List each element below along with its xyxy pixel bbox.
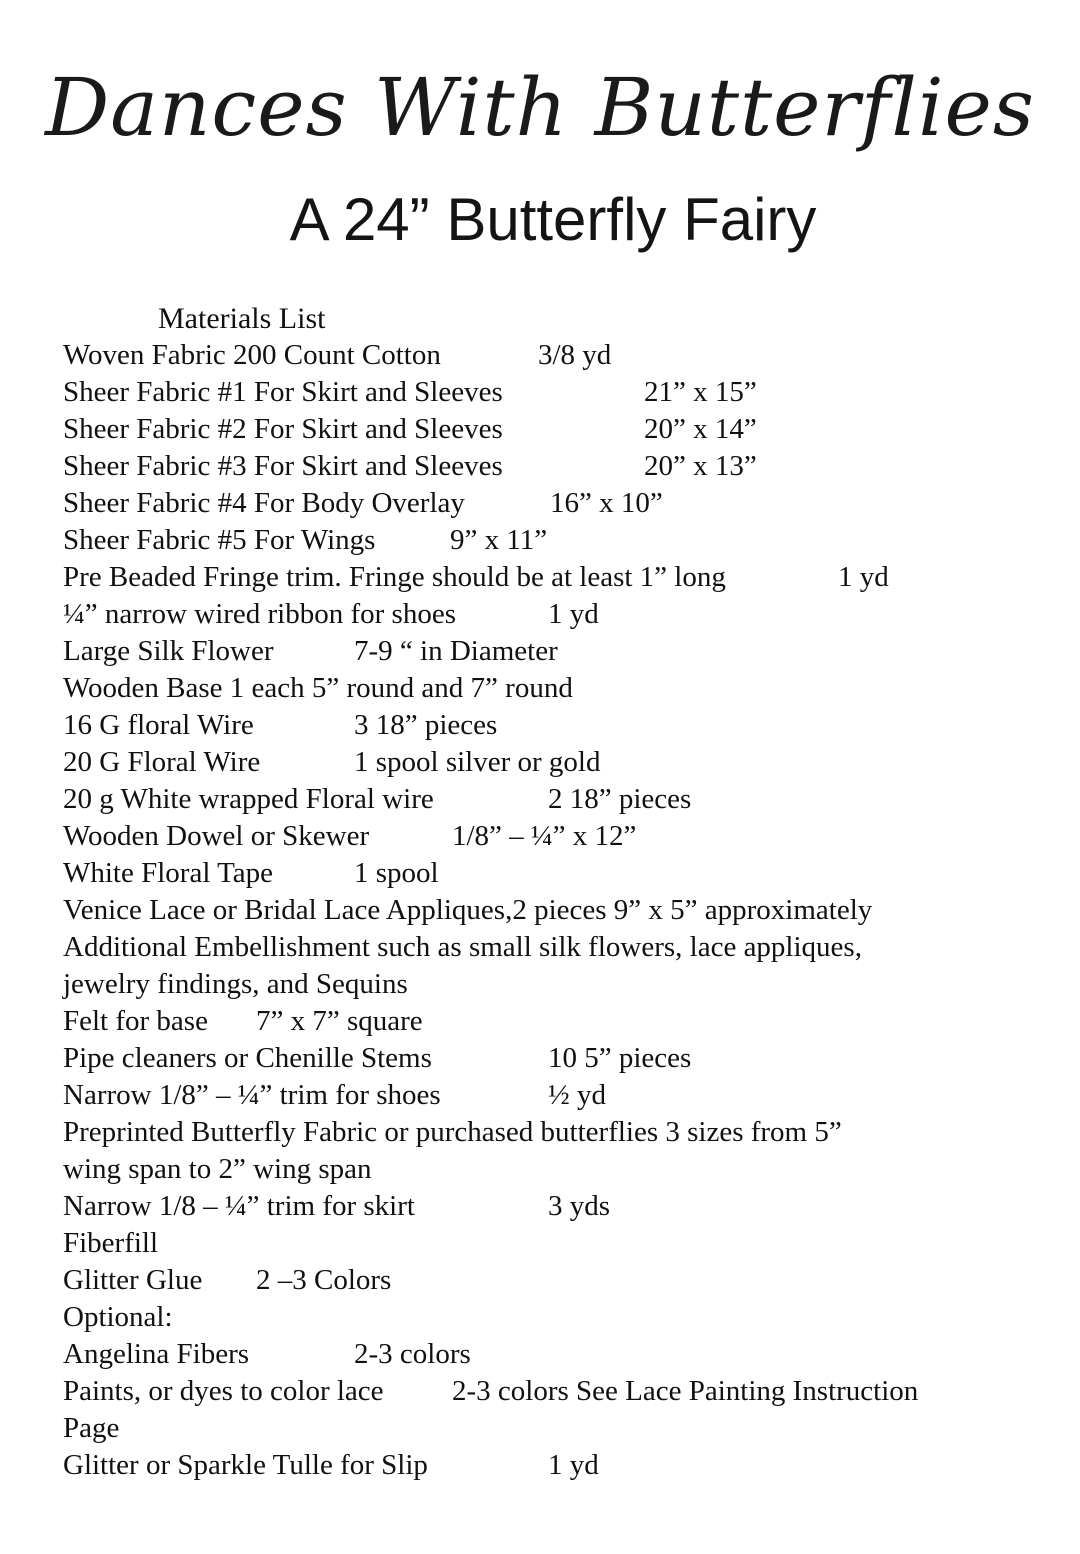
material-line <box>63 337 1043 374</box>
material-item: Large Silk Flower <box>63 635 274 667</box>
material-item: Woven Fabric 200 Count Cotton <box>63 339 441 371</box>
material-line <box>63 485 1043 522</box>
material-line <box>63 1299 1043 1336</box>
material-line <box>63 1262 1043 1299</box>
material-line <box>63 1225 1043 1262</box>
material-item: Fiberfill <box>63 1227 159 1259</box>
material-line <box>63 1003 1043 1040</box>
material-line <box>63 374 1043 411</box>
material-line <box>63 1114 1043 1151</box>
material-item: White Floral Tape <box>63 857 274 889</box>
material-line <box>63 1151 1043 1188</box>
material-line <box>63 1077 1043 1114</box>
material-item: Sheer Fabric #4 For Body Overlay <box>63 487 465 519</box>
material-amount: 9” x 11” <box>450 524 548 556</box>
material-line <box>63 670 1043 707</box>
material-line <box>63 855 1043 892</box>
material-line <box>63 411 1043 448</box>
material-amount: 1/8” – ¼” x 12” <box>452 820 637 852</box>
material-amount: 3 18” pieces <box>354 709 498 741</box>
material-item: Additional Embellishment such as small silk flowers, lace appliques, <box>63 931 862 963</box>
material-line <box>63 892 1043 929</box>
material-amount: 2-3 colors <box>354 1338 471 1370</box>
material-amount: 7-9 “ in Diameter <box>354 635 558 667</box>
material-item: wing span to 2” wing span <box>63 1153 372 1185</box>
material-item: 16 G floral Wire <box>63 709 254 741</box>
material-item: Sheer Fabric #2 For Skirt and Sleeves <box>63 413 503 445</box>
material-item: Pre Beaded Fringe trim. Fringe should be at least 1” long <box>63 561 726 593</box>
material-item: ¼” narrow wired ribbon for shoes <box>63 598 457 630</box>
material-amount: ½ yd <box>548 1079 606 1111</box>
material-amount: 1 spool silver or gold <box>354 746 601 778</box>
material-line <box>63 1373 1043 1410</box>
material-amount: 20” x 13” <box>644 450 757 482</box>
material-line <box>63 596 1043 633</box>
material-item: Preprinted Butterfly Fabric or purchased butterflies 3 sizes from 5” <box>63 1116 842 1148</box>
material-line <box>63 707 1043 744</box>
material-amount: 2 18” pieces <box>548 783 692 815</box>
material-line <box>63 448 1043 485</box>
materials-list <box>63 337 1043 1484</box>
material-line <box>63 744 1043 781</box>
material-line <box>63 633 1043 670</box>
material-line <box>63 818 1043 855</box>
material-amount: 1 yd <box>548 1449 599 1481</box>
material-item: Sheer Fabric #3 For Skirt and Sleeves <box>63 450 503 482</box>
material-item: Wooden Base 1 each 5” round and 7” round <box>63 672 573 704</box>
material-amount: 3 yds <box>548 1190 611 1222</box>
material-item: Sheer Fabric #5 For Wings <box>63 524 376 556</box>
page-subtitle: A 24” Butterfly Fairy <box>289 186 817 253</box>
material-amount: 16” x 10” <box>550 487 663 519</box>
material-line <box>63 966 1043 1003</box>
material-amount: 1 yd <box>838 561 889 593</box>
material-item: Page <box>63 1412 120 1444</box>
material-item: Venice Lace or Bridal Lace Appliques,2 pieces 9” x 5” approximately <box>63 894 873 926</box>
material-amount: 1 spool <box>354 857 439 889</box>
material-line <box>63 1447 1043 1484</box>
material-line <box>63 781 1043 818</box>
material-amount: 7” x 7” square <box>256 1005 423 1037</box>
material-line <box>63 522 1043 559</box>
material-item: Angelina Fibers <box>63 1338 250 1370</box>
script-title: Dances With Butterflies <box>45 61 1035 154</box>
material-amount: 20” x 14” <box>644 413 757 445</box>
material-item: Paints, or dyes to color lace <box>63 1375 384 1407</box>
material-amount: 2 –3 Colors <box>256 1264 392 1296</box>
material-line <box>63 1410 1043 1447</box>
material-line <box>63 1188 1043 1225</box>
material-amount: 1 yd <box>548 598 599 630</box>
material-item: Pipe cleaners or Chenille Stems <box>63 1042 432 1074</box>
material-item: Felt for base <box>63 1005 208 1037</box>
material-item: Glitter or Sparkle Tulle for Slip <box>63 1449 428 1481</box>
material-item: Optional: <box>63 1301 173 1333</box>
material-amount: 3/8 yd <box>538 339 612 371</box>
material-item: Sheer Fabric #1 For Skirt and Sleeves <box>63 376 503 408</box>
material-line <box>63 1040 1043 1077</box>
material-line <box>63 929 1043 966</box>
material-item: Narrow 1/8 – ¼” trim for skirt <box>63 1190 415 1222</box>
material-amount: 2-3 colors See Lace Painting Instruction <box>452 1375 919 1407</box>
material-line <box>63 559 1043 596</box>
material-item: 20 g White wrapped Floral wire <box>63 783 434 815</box>
material-item: 20 G Floral Wire <box>63 746 261 778</box>
materials-heading: Materials List <box>158 302 326 335</box>
material-item: Glitter Glue <box>63 1264 203 1296</box>
material-item: Wooden Dowel or Skewer <box>63 820 370 852</box>
material-item: jewelry findings, and Sequins <box>63 968 408 1000</box>
material-amount: 21” x 15” <box>644 376 757 408</box>
material-item: Narrow 1/8” – ¼” trim for shoes <box>63 1079 441 1111</box>
material-line <box>63 1336 1043 1373</box>
material-amount: 10 5” pieces <box>548 1042 692 1074</box>
